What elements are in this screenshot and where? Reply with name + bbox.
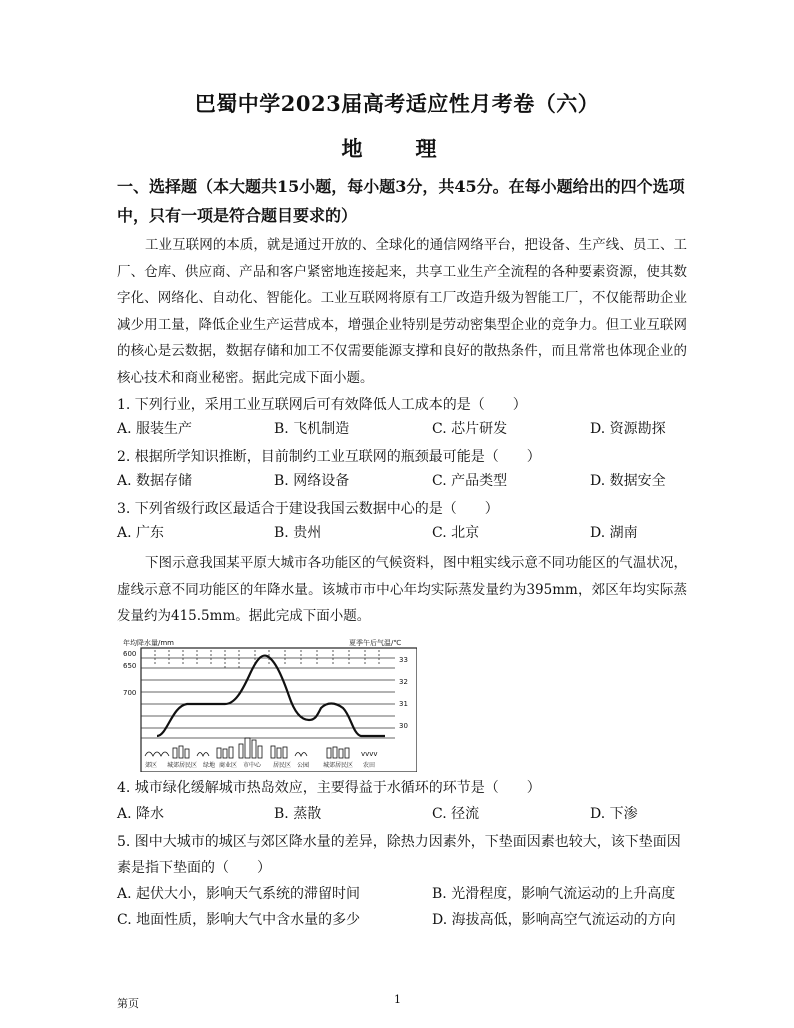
option-d: D. 资源勘探 bbox=[590, 421, 666, 437]
passage-1: 工业互联网的本质，就是通过开放的、全球化的通信网络平台，把设备、生产线、员工、工厂、仓库、供应商、产品和客户紧密地连接起来，共享工业生产全流程的各种要素资源，使其数字化、网络化、自动化、智能化。工业互联网将原有工厂改造升级为智能工厂，不仅能帮助企业减少用工量，降低企业生产运营成本，增强企业特别是劳动密集型企业的竞争力。但工业互联网的核心是云数据，数据存储和加工不仅需要能源支撑和良好的散热条件，而且常常也体现企业的核心技术和商业秘密。据此完成下面小题。 bbox=[117, 237, 687, 386]
svg-text:vvvv: vvvv bbox=[361, 750, 378, 758]
option-c: C. 北京 bbox=[432, 525, 480, 541]
grid-lines bbox=[141, 658, 395, 738]
option-b: B. 蒸散 bbox=[274, 806, 322, 822]
option-b: B. 光滑程度，影响气流运动的上升高度 bbox=[432, 886, 676, 902]
right-tick: 31 bbox=[399, 700, 408, 708]
subject-title: 地 理 bbox=[341, 136, 453, 161]
option-b: B. 网络设备 bbox=[274, 473, 350, 489]
category-label: 城郊居民区 bbox=[167, 762, 198, 769]
option-c: C. 产品类型 bbox=[432, 473, 508, 489]
question-4-stem: 4. 城市绿化缓解城市热岛效应，主要得益于水循环的环节是（ ） bbox=[117, 780, 541, 796]
option-a: A. 起伏大小，影响天气系统的滞留时间 bbox=[117, 886, 361, 902]
question-3-stem: 3. 下列省级行政区最适合于建设我国云数据中心的是（ ） bbox=[117, 501, 499, 517]
land-use-icons bbox=[145, 738, 378, 758]
option-b: B. 飞机制造 bbox=[274, 421, 350, 437]
category-label: 商业区 bbox=[219, 762, 238, 769]
footer-page-number: 1 bbox=[394, 993, 401, 1006]
option-a: A. 广东 bbox=[117, 525, 165, 541]
left-tick: 700 bbox=[123, 689, 137, 697]
footer-page-label: 第页 bbox=[117, 997, 139, 1010]
question-4-options bbox=[117, 803, 687, 827]
left-tick: 650 bbox=[123, 662, 137, 670]
climate-chart bbox=[117, 636, 417, 772]
category-label: 农田 bbox=[363, 762, 376, 769]
right-tick: 30 bbox=[399, 722, 408, 730]
question-5-options-row1 bbox=[117, 883, 687, 907]
question-1-stem: 1. 下列行业，采用工业互联网后可有效降低人工成本的是（ ） bbox=[117, 397, 527, 413]
category-label: 绿地 bbox=[203, 762, 216, 769]
temperature-curve bbox=[157, 656, 385, 736]
question-5-stem: 5. 图中大城市的城区与郊区降水量的差异，除热力因素外，下垫面因素也较大，该下垫面因素是指下垫面的（ ） bbox=[117, 834, 681, 876]
category-label: 城郊居民区 bbox=[323, 762, 354, 769]
passage-2: 下图示意我国某平原大城市各功能区的气候资料，图中粗实线示意不同功能区的气温状况，虚线示意不同功能区的年降水量。该城市市中心年均实际蒸发量约为395mm，郊区年均实际蒸发量约为415.5mm。据此完成下面小题。 bbox=[117, 555, 687, 625]
right-tick: 33 bbox=[399, 656, 408, 664]
question-2-options bbox=[117, 470, 687, 494]
option-b: B. 贵州 bbox=[274, 525, 322, 541]
section-header: 一、选择题（本大题共15小题，每小题3分，共45分。在每小题给出的四个选项中，只有一项是符合题目要求的） bbox=[117, 177, 685, 225]
option-c: C. 地面性质，影响大气中含水量的多少 bbox=[117, 912, 361, 928]
exam-title: 巴蜀中学2023届高考适应性月考卷（六） bbox=[194, 91, 600, 116]
category-label: 市中心 bbox=[243, 762, 262, 769]
option-d: D. 海拔高低，影响高空气流运动的方向 bbox=[432, 912, 676, 928]
option-d: D. 数据安全 bbox=[590, 473, 666, 489]
option-c: C. 芯片研发 bbox=[432, 421, 508, 437]
right-tick: 32 bbox=[399, 678, 408, 686]
left-tick: 600 bbox=[123, 650, 137, 658]
question-2-stem: 2. 根据所学知识推断，目前制约工业互联网的瓶颈最可能是（ ） bbox=[117, 449, 541, 465]
category-label: 郊区 bbox=[145, 762, 158, 769]
category-label: 居民区 bbox=[273, 762, 292, 769]
option-d: D. 湖南 bbox=[590, 525, 638, 541]
question-1-options bbox=[117, 418, 687, 442]
question-3-options bbox=[117, 522, 687, 546]
option-d: D. 下渗 bbox=[590, 806, 638, 822]
option-a: A. 服装生产 bbox=[117, 421, 193, 437]
question-5-options-row2 bbox=[117, 909, 687, 933]
option-a: A. 数据存储 bbox=[117, 473, 193, 489]
option-a: A. 降水 bbox=[117, 806, 165, 822]
precip-dashed-lines bbox=[155, 650, 379, 668]
right-axis-title: 夏季午后气温/℃ bbox=[349, 639, 402, 647]
left-axis-title: 年均降水量/mm bbox=[123, 639, 174, 647]
category-label: 公园 bbox=[297, 762, 310, 769]
option-c: C. 径流 bbox=[432, 806, 480, 822]
